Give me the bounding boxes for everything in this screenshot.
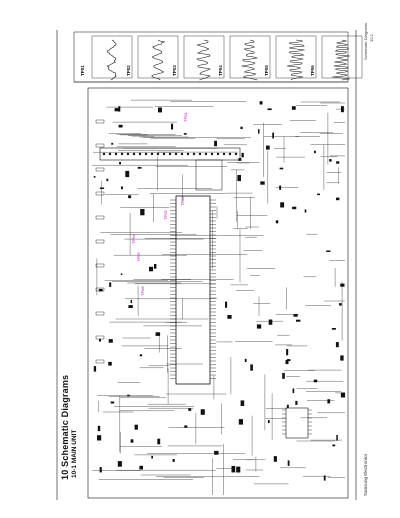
connector-terminal — [96, 120, 104, 123]
component — [118, 461, 122, 467]
component — [280, 168, 284, 170]
connector-pin — [157, 153, 159, 155]
component — [94, 366, 96, 372]
waveform-trace — [242, 40, 258, 80]
waveform-label: TP06 — [310, 65, 315, 76]
component — [305, 209, 307, 212]
waveform-label: TP01 — [80, 65, 85, 76]
connector-terminal — [96, 336, 104, 339]
component — [314, 151, 316, 154]
component — [135, 425, 138, 430]
component — [269, 320, 273, 325]
component — [339, 303, 342, 306]
component — [324, 475, 326, 480]
component — [131, 439, 134, 442]
connector-pin — [145, 153, 147, 155]
component — [240, 127, 242, 129]
waveform-trace — [332, 40, 350, 80]
component — [140, 209, 144, 215]
component — [100, 188, 104, 190]
component — [250, 364, 253, 370]
component — [274, 456, 277, 462]
component — [98, 426, 100, 431]
connector-pin — [217, 153, 219, 155]
component — [340, 355, 343, 360]
component — [238, 158, 241, 161]
connector-pin — [211, 153, 213, 155]
component — [108, 362, 112, 366]
component — [295, 401, 297, 405]
component — [158, 108, 162, 113]
component — [288, 460, 290, 466]
component — [154, 264, 156, 269]
component — [292, 106, 296, 110]
component — [106, 179, 108, 181]
component — [128, 195, 131, 198]
component — [341, 393, 345, 398]
component — [149, 267, 153, 272]
waveform-trace — [197, 40, 210, 80]
component — [286, 360, 289, 364]
connector-terminal — [96, 192, 104, 195]
component — [201, 409, 205, 415]
waveform-label: TP02 — [126, 65, 131, 76]
connector-pin — [169, 153, 171, 155]
component — [340, 284, 344, 287]
component — [268, 108, 272, 110]
connector-pin — [223, 153, 225, 155]
component — [100, 467, 102, 472]
component — [282, 373, 285, 379]
test-point-marker: TP01 — [183, 112, 188, 122]
section-title: 10 Schematic Diagrams — [60, 374, 70, 480]
component — [314, 380, 317, 383]
component — [329, 159, 331, 162]
component — [111, 143, 113, 145]
component — [127, 395, 130, 397]
component — [237, 175, 241, 181]
component — [109, 282, 111, 287]
connector-pin — [139, 153, 141, 155]
component — [279, 186, 281, 190]
component — [296, 320, 300, 322]
connector-pin — [103, 153, 105, 155]
component — [341, 106, 344, 112]
component — [336, 161, 339, 163]
component — [173, 459, 175, 462]
waveform-trace — [152, 40, 165, 80]
component — [272, 133, 274, 139]
component — [184, 133, 187, 135]
connector-pin — [181, 153, 183, 155]
component — [214, 141, 217, 146]
connector-pin — [109, 153, 111, 155]
component — [276, 220, 279, 223]
component — [257, 324, 261, 328]
component — [236, 467, 240, 473]
test-point-marker: TP02 — [180, 196, 185, 206]
component — [109, 339, 113, 343]
connector-pin — [163, 153, 165, 155]
connector-pin — [115, 153, 117, 155]
connector-pin — [193, 153, 195, 155]
component — [184, 425, 187, 427]
connector-pin — [127, 153, 129, 155]
component — [156, 332, 161, 336]
connector-terminal — [96, 240, 104, 243]
component — [242, 153, 244, 157]
component — [260, 101, 263, 104]
component — [245, 359, 247, 362]
component — [332, 328, 336, 330]
component — [260, 181, 264, 184]
component — [336, 198, 339, 201]
component — [119, 162, 121, 164]
waveform-label: TP03 — [172, 65, 177, 76]
connector-pin — [133, 153, 135, 155]
component — [151, 456, 153, 459]
component — [266, 146, 270, 150]
component — [268, 420, 270, 423]
connector-pin — [121, 153, 123, 155]
component — [97, 435, 101, 440]
connector-pin — [175, 153, 177, 155]
test-point-marker: TP04 — [131, 234, 136, 244]
connector-terminal — [96, 168, 104, 171]
connector-pin — [187, 153, 189, 155]
component — [138, 167, 142, 169]
component — [125, 171, 129, 177]
component — [99, 339, 101, 342]
component — [280, 202, 284, 207]
component — [317, 194, 320, 196]
component — [119, 125, 123, 128]
component — [286, 349, 288, 355]
component — [327, 399, 330, 403]
component — [332, 445, 335, 447]
component — [326, 251, 330, 253]
waveform-trace — [107, 40, 116, 80]
waveform-label: TP05 — [264, 65, 269, 76]
component — [94, 176, 96, 178]
component — [258, 129, 260, 133]
component — [225, 302, 227, 308]
component — [171, 124, 173, 130]
component — [293, 388, 295, 393]
connector-terminal — [96, 144, 104, 147]
component — [157, 439, 160, 445]
test-point-marker: TP03 — [163, 210, 168, 220]
component — [115, 108, 120, 111]
component — [128, 305, 132, 308]
component — [214, 451, 218, 455]
waveform-trace — [287, 40, 305, 80]
connector-pin — [235, 153, 237, 155]
waveform-label: TP04 — [218, 65, 223, 76]
component — [139, 466, 143, 470]
connector-terminal — [96, 360, 104, 363]
component — [121, 186, 123, 189]
component — [232, 466, 236, 472]
component — [140, 354, 142, 356]
footer-brand: Samsung Electronics — [363, 453, 368, 496]
connector-pin — [151, 153, 153, 155]
component — [292, 207, 296, 210]
test-point-marker: TP06 — [140, 286, 145, 296]
component — [241, 400, 245, 406]
connector-pin — [199, 153, 201, 155]
component — [188, 408, 191, 411]
connector-terminal — [96, 216, 104, 219]
connector-pin — [229, 153, 231, 155]
component — [227, 315, 231, 319]
component — [287, 405, 289, 408]
component — [111, 402, 115, 404]
connector-terminal — [96, 312, 104, 315]
component — [336, 342, 339, 347]
brand-header: Schematic Diagrams — [363, 23, 368, 60]
page-number: 10-1 — [369, 33, 374, 42]
subsection-title: 10-1 MAIN UNIT — [71, 429, 78, 478]
connector-terminal — [96, 264, 104, 267]
component — [131, 300, 133, 303]
test-point-marker: TP05 — [136, 252, 141, 262]
component — [121, 273, 123, 275]
connector-pin — [205, 153, 207, 155]
component — [336, 435, 338, 441]
component — [294, 314, 298, 317]
component — [239, 419, 243, 425]
